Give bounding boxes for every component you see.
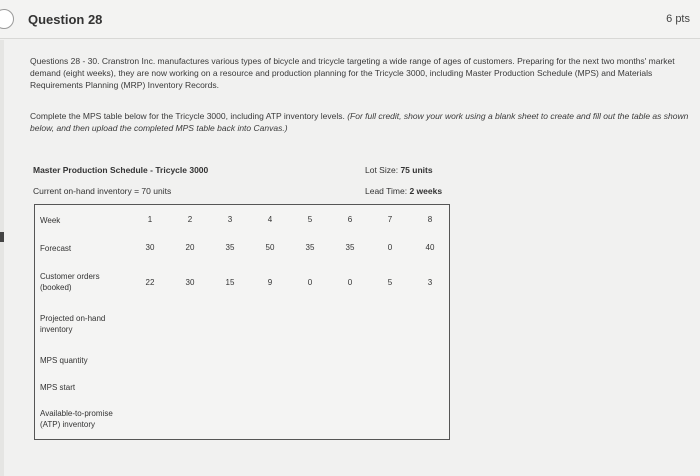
forecast-cell: 20 bbox=[185, 243, 195, 252]
week-cell: 6 bbox=[347, 215, 353, 224]
lead-time bbox=[365, 186, 442, 196]
week-cell: 4 bbox=[267, 215, 273, 224]
instructions-main: Complete the MPS table below for the Tricycle 3000, including ATP inventory levels. bbox=[30, 111, 345, 121]
atp-label-line1: Available-to-promise bbox=[40, 409, 113, 418]
lead-time-value: 2 weeks bbox=[409, 186, 443, 196]
orders-cell: 0 bbox=[307, 278, 313, 287]
week-cell: 1 bbox=[147, 215, 153, 224]
atp-label-line2: (ATP) inventory bbox=[40, 420, 95, 429]
question-header bbox=[0, 0, 700, 39]
forecast-cell: 35 bbox=[345, 243, 355, 252]
forecast-cell: 50 bbox=[265, 243, 275, 252]
projected-onhand-label-line2: inventory bbox=[40, 325, 73, 334]
forecast-cell: 0 bbox=[387, 243, 393, 252]
lead-time-label: Lead Time: bbox=[365, 186, 408, 196]
week-cell: 8 bbox=[427, 215, 433, 224]
atp-label bbox=[40, 408, 113, 430]
customer-orders-label-line1: Customer orders bbox=[40, 272, 100, 281]
question-intro: Questions 28 - 30. Cranstron Inc. manufactures various types of bicycle and tricycle targeting a wide range of ages of customers. Preparing for the next two months' market demand (eight weeks), they are now working on a resource and production planning for the Tricycle 3000, including Master Production Schedule (MPS) and Materials Requirements Planning (MRP) Inventory Records. bbox=[30, 56, 675, 90]
orders-cell: 0 bbox=[347, 278, 353, 287]
question-instructions bbox=[30, 110, 690, 134]
forecast-label: Forecast bbox=[40, 244, 72, 253]
customer-orders-label bbox=[40, 271, 100, 293]
forecast-cell: 30 bbox=[145, 243, 155, 252]
orders-cell: 3 bbox=[427, 278, 433, 287]
onhand-inventory: Current on-hand inventory = 70 units bbox=[33, 186, 172, 196]
projected-onhand-label bbox=[40, 313, 105, 335]
orders-cell: 22 bbox=[145, 278, 155, 287]
forecast-cell: 35 bbox=[305, 243, 315, 252]
mps-title: Master Production Schedule - Tricycle 3000 bbox=[33, 165, 209, 175]
mps-table bbox=[34, 204, 450, 440]
week-cell: 5 bbox=[307, 215, 313, 224]
week-cell: 2 bbox=[187, 215, 193, 224]
orders-cell: 9 bbox=[267, 278, 273, 287]
question-points: 6 pts bbox=[666, 13, 690, 25]
week-cell: 7 bbox=[387, 215, 393, 224]
mps-start-label: MPS start bbox=[40, 383, 76, 392]
projected-onhand-label-line1: Projected on-hand bbox=[40, 314, 106, 323]
lot-size-label: Lot Size: bbox=[365, 165, 399, 175]
customer-orders-label-line2: (booked) bbox=[40, 283, 72, 292]
scroll-marker bbox=[0, 232, 4, 242]
orders-cell: 5 bbox=[387, 278, 393, 287]
orders-cell: 30 bbox=[185, 278, 195, 287]
week-label: Week bbox=[40, 216, 61, 225]
forecast-cell: 40 bbox=[425, 243, 435, 252]
left-edge-strip bbox=[0, 40, 4, 476]
instructions-italic: (For full credit, show your work using a blank sheet to create and fill out the table as shown below, and then upload the completed MPS table back into Canvas.) bbox=[30, 111, 689, 133]
orders-cell: 15 bbox=[225, 278, 235, 287]
mps-quantity-label: MPS quantity bbox=[40, 356, 88, 365]
question-title: Question 28 bbox=[28, 12, 103, 27]
lot-size bbox=[365, 165, 433, 175]
collapse-arrow-icon[interactable] bbox=[0, 9, 14, 29]
week-cell: 3 bbox=[227, 215, 233, 224]
forecast-cell: 35 bbox=[225, 243, 235, 252]
lot-size-value: 75 units bbox=[400, 165, 433, 175]
